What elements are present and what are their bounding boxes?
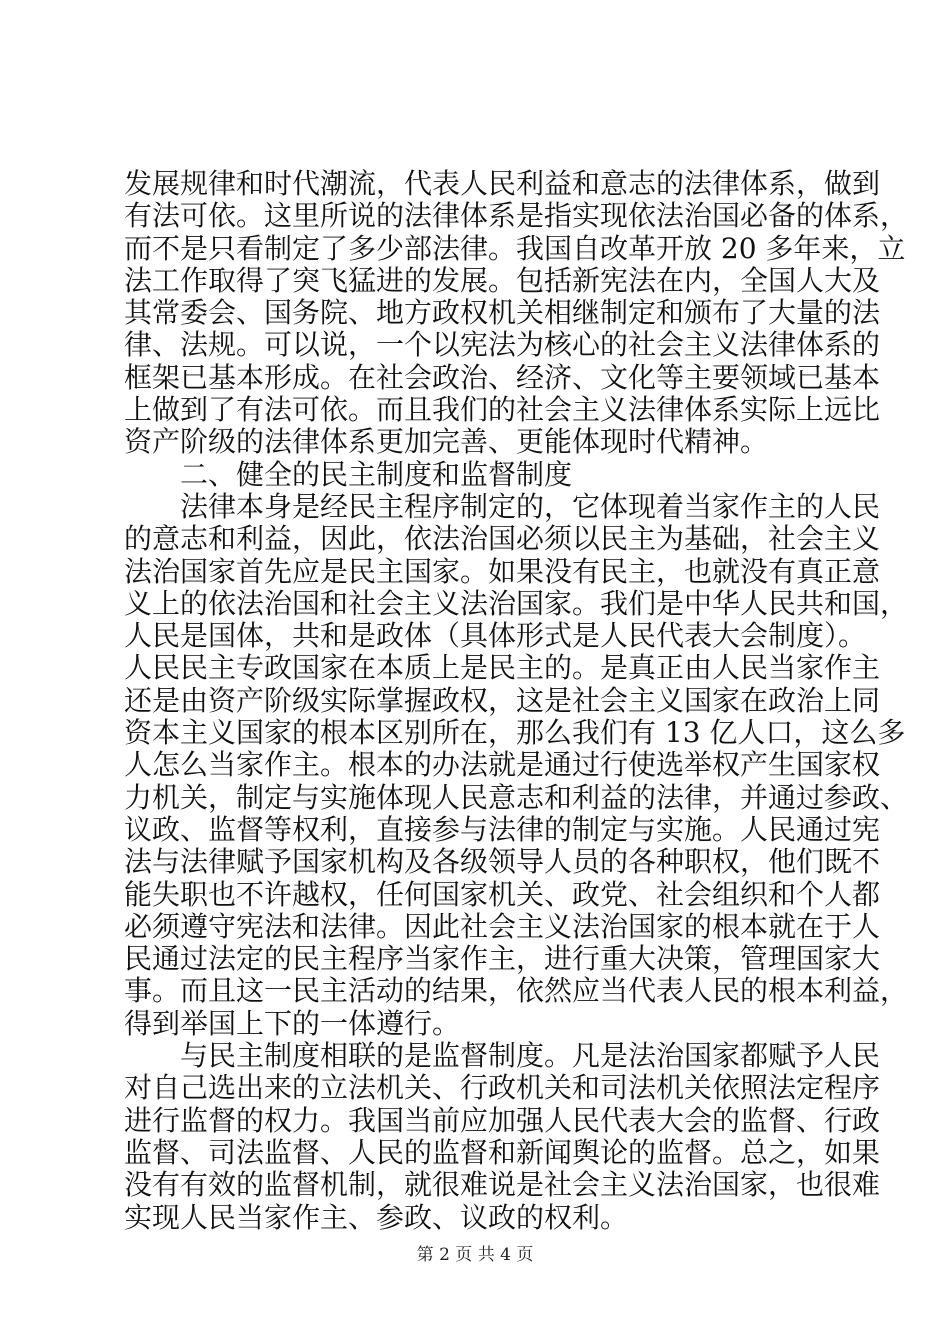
text-line: 力机关，制定与实施体现人民意志和利益的法律，并通过参政、	[124, 780, 909, 814]
text-line: 框架已基本形成。在社会政治、经济、文化等主要领域已基本	[124, 360, 881, 394]
text-line: 法与法律赋予国家机构及各级领导人员的各种职权，他们既不	[124, 845, 881, 879]
text-line: 法治国家首先应是民主国家。如果没有民主，也就没有真正意	[124, 554, 881, 588]
text-line: 实现人民当家作主、参政、议政的权利。	[124, 1200, 629, 1234]
text-line: 事。而且这一民主活动的结果，依然应当代表人民的根本利益，	[124, 974, 909, 1008]
text-line: 对自己选出来的立法机关、行政机关和司法机关依照法定程序	[124, 1071, 881, 1105]
text-line: 法工作取得了突飞猛进的发展。包括新宪法在内，全国人大及	[124, 263, 881, 297]
text-line: 义上的依法治国和社会主义法治国家。我们是中华人民共和国，	[124, 586, 909, 620]
text-line: 其常委会、国务院、地方政权机关相继制定和颁布了大量的法	[124, 296, 881, 330]
text-line: 的意志和利益，因此，依法治国必须以民主为基础，社会主义	[124, 522, 881, 556]
text-line: 上做到了有法可依。而且我们的社会主义法律体系实际上远比	[124, 393, 881, 427]
page-footer: 第 2 页 共 4 页	[416, 1245, 534, 1265]
text-line: 人民民主专政国家在本质上是民主的。是真正由人民当家作主	[124, 651, 881, 685]
text-line: 进行监督的权力。我国当前应加强人民代表大会的监督、行政	[124, 1103, 881, 1137]
text-line: 必须遵守宪法和法律。因此社会主义法治国家的根本就在于人	[124, 909, 881, 943]
text-line: 人民是国体，共和是政体（具体形式是人民代表大会制度）。	[124, 619, 867, 653]
text-line: 还是由资产阶级实际掌握政权，这是社会主义国家在政治上同	[124, 683, 881, 717]
text-line: 人怎么当家作主。根本的办法就是通过行使选举权产生国家权	[124, 748, 881, 782]
text-line: 发展规律和时代潮流，代表人民利益和意志的法律体系，做到	[124, 167, 881, 200]
text-line: 监督、司法监督、人民的监督和新闻舆论的监督。总之，如果	[124, 1135, 881, 1169]
text-line: 能失职也不许越权，任何国家机关、政党、社会组织和个人都	[124, 877, 881, 911]
text-line: 资产阶级的法律体系更加完善、更能体现时代精神。	[124, 425, 769, 459]
text-line: 民通过法定的民主程序当家作主，进行重大决策，管理国家大	[124, 942, 881, 976]
text-line: 二、健全的民主制度和监督制度	[124, 457, 573, 491]
text-line: 有法可依。这里所说的法律体系是指实现依法治国必备的体系，	[124, 199, 909, 233]
text-line: 资本主义国家的根本区别所在，那么我们有 13 亿人口，这么多	[124, 716, 906, 750]
document-body	[124, 167, 909, 1234]
text-line: 得到举国上下的一体遵行。	[124, 1006, 461, 1040]
text-line: 法律本身是经民主程序制定的，它体现着当家作主的人民	[124, 489, 881, 523]
text-line: 律、法规。可以说，一个以宪法为核心的社会主义法律体系的	[124, 328, 881, 362]
text-line: 而不是只看制定了多少部法律。我国自改革开放 20 多年来，立	[124, 231, 906, 265]
text-line: 没有有效的监督机制，就很难说是社会主义法治国家，也很难	[124, 1168, 881, 1202]
text-line: 与民主制度相联的是监督制度。凡是法治国家都赋予人民	[124, 1039, 881, 1073]
text-line: 议政、监督等权利，直接参与法律的制定与实施。人民通过宪	[124, 812, 881, 846]
